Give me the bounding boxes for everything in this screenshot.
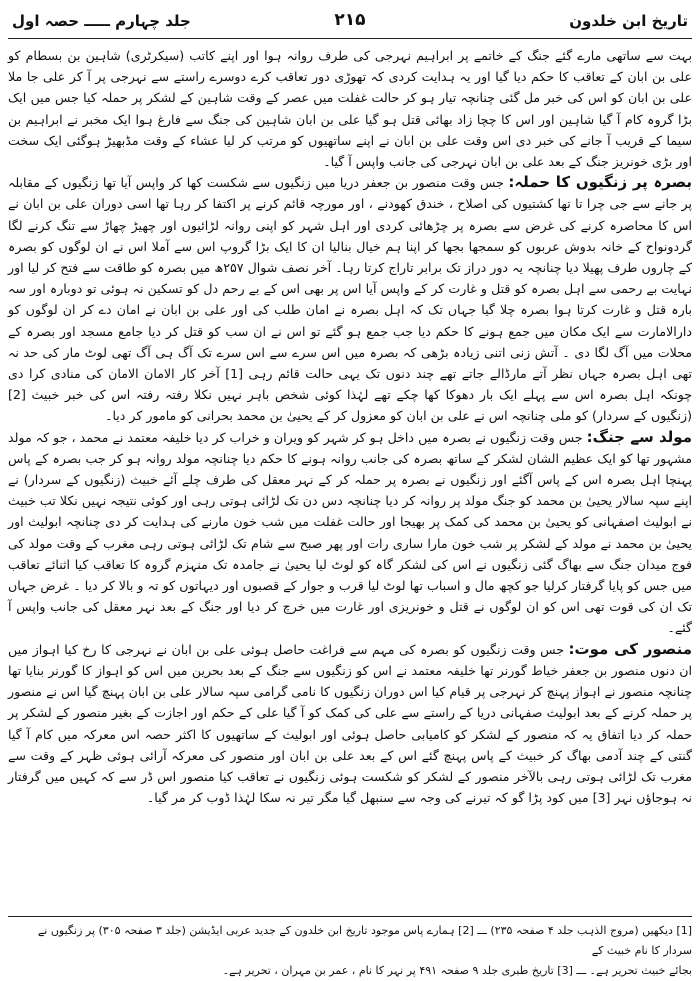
paragraph-text: جس وقت زنگیوں کو بصرہ کی مہم سے فراغت حاصل ہوئی علی بن ابان نے نہرجی کا رخ کیا اہواز میں ان دنوں منصور بن جعفر خیاط گورنر تھا خلیفہ معتمد نے اس کو زنگیوں سے جنگ کے بعد بحرین میں اس کو اہواز کا گورنر بنایا تھا چنانچہ منصور نے اہواز پہنچ کر نہرجی پر قیام کیا اس دوران زنگیوں کا نامی گرامی سپہ سالار علی بن ابان پہنچ گیا اس نے منصور پر حملہ کرنے کے بعد ابولیث صفہانی دریا کے راستے سے علی کی کمک کو آ گیا علی کے حکم اور اجازت کے بغیر منصور کے لشکر پر حملہ کر دیا اتفاق یہ کہ منصور کے لشکر کو کامیابی حاصل ہوئی اور ابولیث کے ساتھیوں کا اکثر حصہ اس معرکہ میں کام آ گیا گنتی کے چند آدمی بھاگ کر خبیث کے پاس پہنچ گئے اس کے بعد علی بن ابان اور منصور کی معرکہ آرائی ہوئی ظہر کے وقت سے مغرب تک لڑائی ہوتی رہی بالآخر منصور کے لشکر کو شکست ہوئی زنگیوں نے تعاقب کیا منصور اس ڈر سے کہ کہیں میں گرفتار نہ ہوجاؤں نہر [3] میں کود پڑا گو کہ تیرنے کی وجہ سے سنبھل گیا مگر تیر نہ سکا لہٰذا ڈوب کر مر گیا۔ [8, 641, 692, 806]
page-header [8, 6, 692, 36]
book-title: تاریخ ابن خلدون [569, 12, 688, 30]
page-body [8, 45, 692, 808]
paragraph-mansur-death [8, 639, 692, 809]
paragraph-text: جس وقت منصور بن جعفر دریا میں زنگیوں سے شکست کھا کر واپس آیا تھا زنگیوں کے مقابلہ پر جانے سے جی چرا تا تھا کشتیوں کی اصلاح ، خندق کھودنے ، اور مورچہ قائم کرنے پر اکتفا کر رہا تھا اسی دوران علی بن ابان نے اس کا محاصرہ کرنے کی غرض سے بصرہ پر چڑھائی کردی اور اہل شہر کو اپنی روانہ لڑائیوں اور چھیڑ چھاڑ سے تنگ کرنے لگا گردونواح کے خانہ بدوش عربوں کو سمجھا بجھا کر اپنا ہم خیال بنالیا ان کا ایک بڑا گروپ اس سے آملا اس نے ان لوگوں کو بصرہ کے چاروں طرف پھیلا دیا چنانچہ یہ دور دراز تک برابر تاراج کرتا رہا۔ آخر نصف شوال ۲۵۷ھ میں بصرہ کو طاقت سے فتح کر لیا اور نہایت بے رحمی سے اہل بصرہ کو قتل و غارت کر کے واپس آیا اس پر بھی اس کے بے رحم دل کو تسکین نہ ہوئی تو دوبارہ اور سہ بارہ قتل و غارت کرتا ہوا بصرہ چلا گیا جہاں تک کہ اہل بصرہ نے امان طلب کی اور علی بن ابان نے امان دے کر ان لوگوں کو دارالامارت سے ایک مکان میں جمع ہونے کا حکم دیا جب جمع ہو گئے تو اس نے ان سب کو قتل کر دیا جامع مسجد اور بصرہ کے محلات میں آگ لگا دی ۔ آتش زنی اتنی زیادہ بڑھی کہ بصرہ میں اس سرے سے اس سرے تک آگ ہی آگ تھی لوٹ مار کی حد نہ تھی اہل بصرہ جہاں نظر آتے مارڈالے جاتے تھے چند دنوں تک یہی حالت قائم رہی [1] آخر کار الامان الامان کی منادی کرا دی چونکہ اہل بصرہ اس سے پہلے ایک بار دھوکا کھا چکے تھے لہٰذا کوئی شخص باہر نہیں نکلا رفتہ رفتہ اس کی خبر خبیث [2] (زنگیوں کے سردار) کو ملی چنانچہ اس نے علی بن ابان کو معزول کر کے یحییٰ بن محمد بحرانی کو مامور کر دیا۔ [8, 175, 692, 424]
paragraph-basra-attack [8, 172, 692, 426]
paragraph-text: بہت سے ساتھی مارے گئے جنگ کے خاتمے پر ابراہیم نہرجی کی طرف روانہ ہوا اور اپنے کاتب (سیکرٹری) شاہین بن بسطام کو علی بن ابان کے تعاقب کا حکم دیا گیا اور یہ ہدایت کردی کہ تھوڑی دور تعاقب کرے دوسرے راستے سے نہرجی پر آ کر علی جا ملا علی بن ابان کو اس کی خبر مل گئی چنانچہ تیار ہو کر حالت غفلت میں عصر کے وقت شاہین کے لشکر پر حملہ کیا جس میں ایک بڑا گروہ کام آ گیا شاہین اور اس کا چچا زاد بھائی قتل ہو گیا علی بن ابان شاہین کی جنگ سے فارغ ہوا ایک مخبر نے ابراہیم بن سیما کے قریب آ جانے کی خبر دی اس وقت علی بن ابان نے اپنے ساتھیوں کو مرتب کر لیا عشاء کے وقت مڈبھیڑ ہوگئی ایک سخت اور بڑی خونریز جنگ کے بعد علی بن ابان نہرجی کی جانب واپس آ گیا۔ [8, 48, 692, 170]
section-heading: منصور کی موت: [568, 639, 692, 658]
footnote-line: [1] دیکھیں (مروج الذہب جلد ۴ صفحہ ۲۳۵) ـــ [2] ہمارے پاس موجود تاریخ ابن خلدون کے جدید عربی ایڈیشن (جلد ۳ صفحہ ۳۰۵) پر زنگیوں نے سردار کا نام خبیث کے [37, 924, 692, 957]
volume-label: جلد چہارم ـــــ حصہ اول [12, 12, 191, 30]
paragraph-muwallad-battle [8, 427, 692, 639]
paragraph-intro [8, 45, 692, 172]
footnote-line: بجائے خبیث تحریر ہے۔ ـــ [3] تاریخ طبری جلد ۹ صفحہ ۴۹۱ پر نہر کا نام ، عمر بن مہران ، تحریر ہے۔ [222, 964, 692, 977]
paragraph-text: جس وقت زنگیوں نے بصرہ میں داخل ہو کر شہر کو ویران و خراب کر دیا خلیفہ معتمد نے محمد ، جو کہ مولد مشہور تھا کو ایک عظیم الشان لشکر کے ساتھ بصرہ کی جانب روانہ ہونے کا حکم دیا چنانچہ مولد روانہ ہو کر جب بصرہ کے پاس پہنچا اہل بصرہ اس کے پاس آگئے اور زنگیوں نے بصرہ پر حملہ کر کے نہر معقل کی طرف چلے آئے خبیث (زنگیوں کے سردار) نے اپنے سپہ سالار یحییٰ بن محمد کو جنگ مولد پر روانہ کر دیا چنانچہ دس دن تک لڑائی ہوتی رہی اور کوئی نتیجہ نہیں نکلا تب خبیث نے ابولیث اصفہانی کو یحییٰ بن محمد کی کمک پر بھیجا اور حالت غفلت میں شب خون مارنے کی ہدایت کر دی چنانچہ ابولیث اور یحییٰ بن محمد نے مولد کے لشکر پر شب خون مارا ساری رات اور پھر صبح سے شام تک لڑائی ہوتی رہی مغرب کے وقت مولد کی فوج میدان جنگ سے بھاگ گئی زنگیوں نے اس کی لشکر گاہ کو لوٹ لیا یحییٰ نے جامدہ تک منہزم گروہ کا تعاقب کیا اثنائے تعاقب میں جس کو پایا گرفتار کرلیا جو کچھ مال و اسباب تھا لوٹ لیا قرب و جوار کے قصبوں اور دیہاتوں کو تہ و بالا کر دیا ۔ غرض جہاں تک ان کی قوت تھی اس کو ان لوگوں نے قتل و خونریزی اور غارت میں خرچ کر دیا اور جنگ کے بعد نہر معقل کی جانب واپس آ گئے۔ [8, 429, 692, 636]
footnote-divider [8, 916, 692, 917]
section-heading: بصرہ پر زنگیوں کا حملہ: [508, 173, 692, 192]
section-heading: مولد سے جنگ: [586, 427, 692, 446]
footnotes [8, 921, 692, 981]
header-divider [8, 38, 692, 39]
page-number: ۲۱۵ [334, 10, 366, 30]
